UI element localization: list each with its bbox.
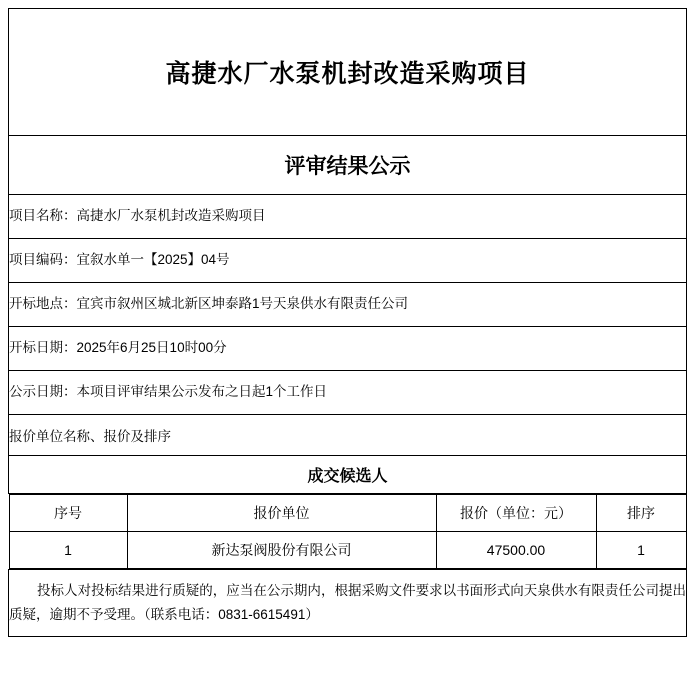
candidate-table — [9, 494, 687, 569]
column-header-price: 报价（单位：元） — [436, 495, 596, 532]
field-row-publish-period — [9, 371, 687, 415]
field-label: 公示日期： — [9, 384, 77, 400]
section-note: 报价单位名称、报价及排序 — [9, 415, 687, 456]
field-row-bid-location — [9, 283, 687, 327]
section-note-row — [9, 415, 687, 456]
field-label: 开标日期： — [9, 340, 77, 356]
cell-price: 47500.00 — [436, 532, 596, 569]
footer-note — [9, 570, 687, 637]
candidate-header: 成交候选人 — [9, 456, 687, 494]
field-value: 宜宾市叙州区城北新区坤泰路1号天泉供水有限责任公司 — [76, 296, 409, 312]
cell-no: 1 — [9, 532, 127, 569]
candidate-header-row — [9, 456, 687, 494]
field-project-name — [9, 195, 687, 239]
field-value: 2025年6月25日10时00分 — [76, 340, 227, 356]
document-subtitle: 评审结果公示 — [9, 136, 687, 195]
column-header-unit: 报价单位 — [127, 495, 436, 532]
table-row — [9, 532, 686, 569]
field-value: 宜叙水单一【2025】04号 — [76, 252, 230, 268]
document-title: 高捷水厂水泵机封改造采购项目 — [9, 9, 687, 136]
field-bid-location — [9, 283, 687, 327]
field-bid-date — [9, 327, 687, 371]
field-label: 项目编码： — [9, 252, 77, 268]
announcement-table — [8, 8, 687, 637]
subtitle-row — [9, 136, 687, 195]
footer-row — [9, 570, 687, 637]
field-label: 开标地点： — [9, 296, 77, 312]
field-project-code — [9, 239, 687, 283]
field-row-bid-date — [9, 327, 687, 371]
field-publish-period — [9, 371, 687, 415]
candidate-table-row — [9, 494, 687, 570]
column-header-no: 序号 — [9, 495, 127, 532]
cell-rank: 1 — [596, 532, 686, 569]
table-header-row — [9, 495, 686, 532]
cell-unit: 新达泵阀股份有限公司 — [127, 532, 436, 569]
title-row — [9, 9, 687, 136]
field-value: 本项目评审结果公示发布之日起1个工作日 — [76, 384, 328, 400]
field-row-project-name — [9, 195, 687, 239]
candidate-table-wrapper — [9, 494, 687, 570]
footer-text: 投标人对投标结果进行质疑的，应当在公示期内，根据采购文件要求以书面形式向天泉供水有限责任公司提出质疑，逾期不予受理。（联系电话：0831-6615491） — [9, 583, 686, 622]
field-label: 项目名称： — [9, 208, 77, 224]
field-value: 高捷水厂水泵机封改造采购项目 — [76, 208, 266, 224]
column-header-rank: 排序 — [596, 495, 686, 532]
field-row-project-code — [9, 239, 687, 283]
